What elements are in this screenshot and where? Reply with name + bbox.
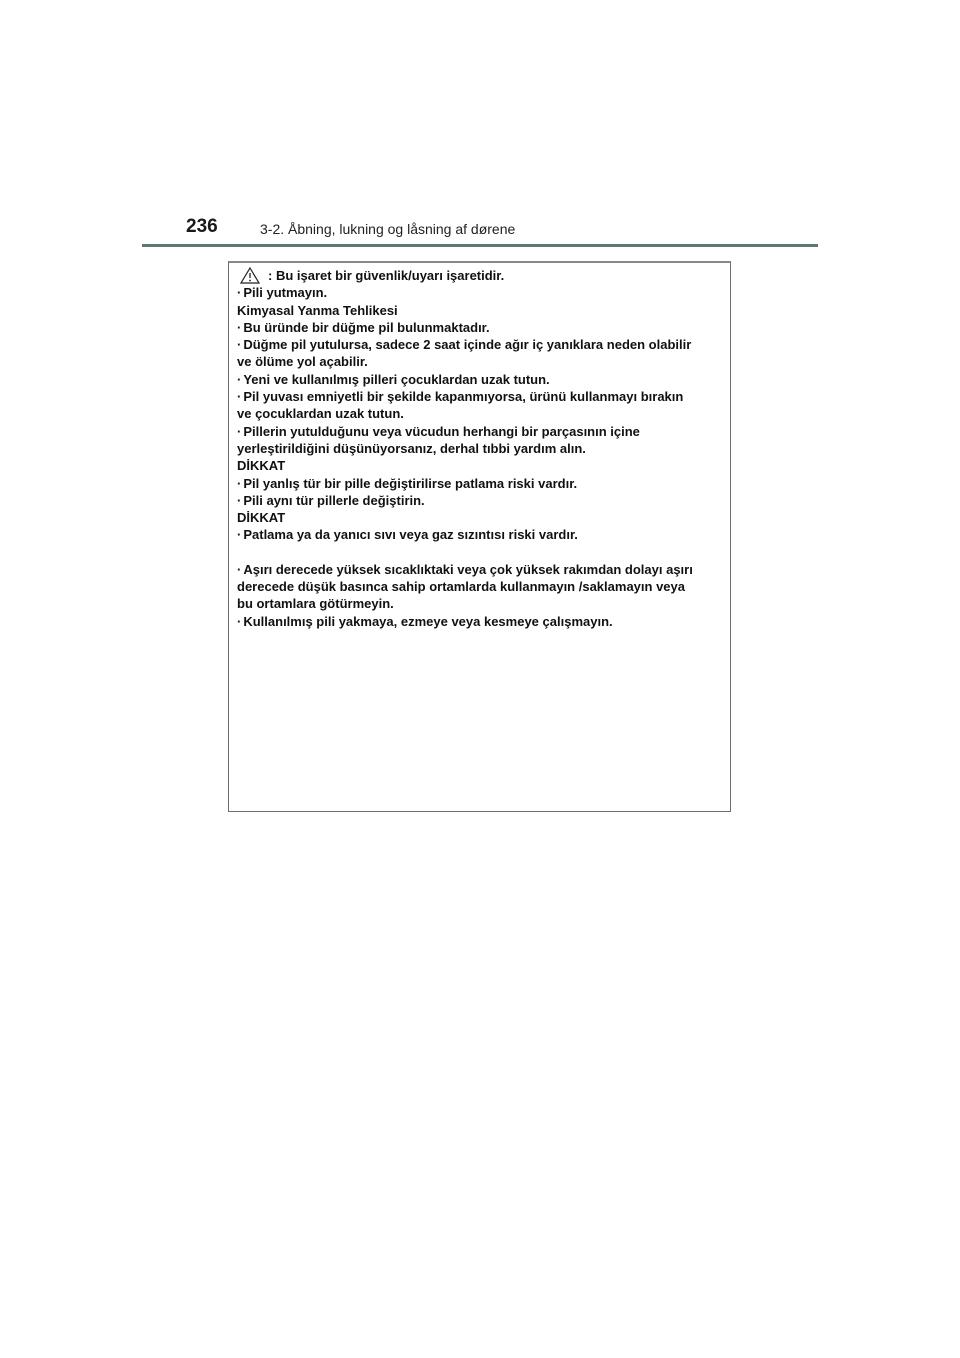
warning-line: · Pili aynı tür pillerle değiştirin. <box>237 492 727 509</box>
symbol-line <box>237 267 727 284</box>
warning-line: · Yeni ve kullanılmış pilleri çocuklardan uzak tutun. <box>237 371 727 388</box>
warning-line: derecede düşük basınca sahip ortamlarda kullanmayın /saklamayın veya <box>237 579 685 595</box>
warning-line: · Bu üründe bir düğme pil bulunmaktadır. <box>237 319 727 336</box>
warning-line: · Pil yanlış tür bir pille değiştirilirse patlama riski vardır. <box>237 475 727 492</box>
warning-heading: DİKKAT <box>237 510 286 526</box>
warning-line: · Pil yuvası emniyetli bir şekilde kapanmıyorsa, ürünü kullanmayı bırakın <box>237 388 727 405</box>
warning-line: · Pili yutmayın. <box>237 284 727 301</box>
warning-heading: Kimyasal Yanma Tehlikesi <box>237 302 398 318</box>
warning-line: · Düğme pil yutulursa, sadece 2 saat içinde ağır iç yanıklara neden olabilir <box>237 336 727 353</box>
page-number: 236 <box>186 216 218 237</box>
warning-line: · Patlama ya da yanıcı sıvı veya gaz sızıntısı riski vardır. <box>237 526 727 543</box>
warning-line: bu ortamlara götürmeyin. <box>237 596 394 612</box>
warning-box <box>228 261 731 812</box>
warning-line: · Aşırı derecede yüksek sıcaklıktaki veya çok yüksek rakımdan dolayı aşırı <box>237 561 727 578</box>
symbol-text: : Bu işaret bir güvenlik/uyarı işaretidir. <box>268 268 505 283</box>
warning-heading: DİKKAT <box>237 458 286 474</box>
warning-content <box>237 267 727 630</box>
warning-line: ve çocuklardan uzak tutun. <box>237 406 404 422</box>
warning-triangle-icon <box>240 267 260 284</box>
warning-line: ve ölüme yol açabilir. <box>237 354 368 370</box>
section-title: 3-2. Åbning, lukning og låsning af dørene <box>260 221 516 237</box>
header-rule <box>142 244 818 247</box>
warning-line: yerleştirildiğini düşünüyorsanız, derhal tıbbi yardım alın. <box>237 440 586 456</box>
warning-line: · Pillerin yutulduğunu veya vücudun herhangi bir parçasının içine <box>237 423 727 440</box>
spacer <box>237 544 727 561</box>
warning-line: · Kullanılmış pili yakmaya, ezmeye veya kesmeye çalışmayın. <box>237 613 727 630</box>
